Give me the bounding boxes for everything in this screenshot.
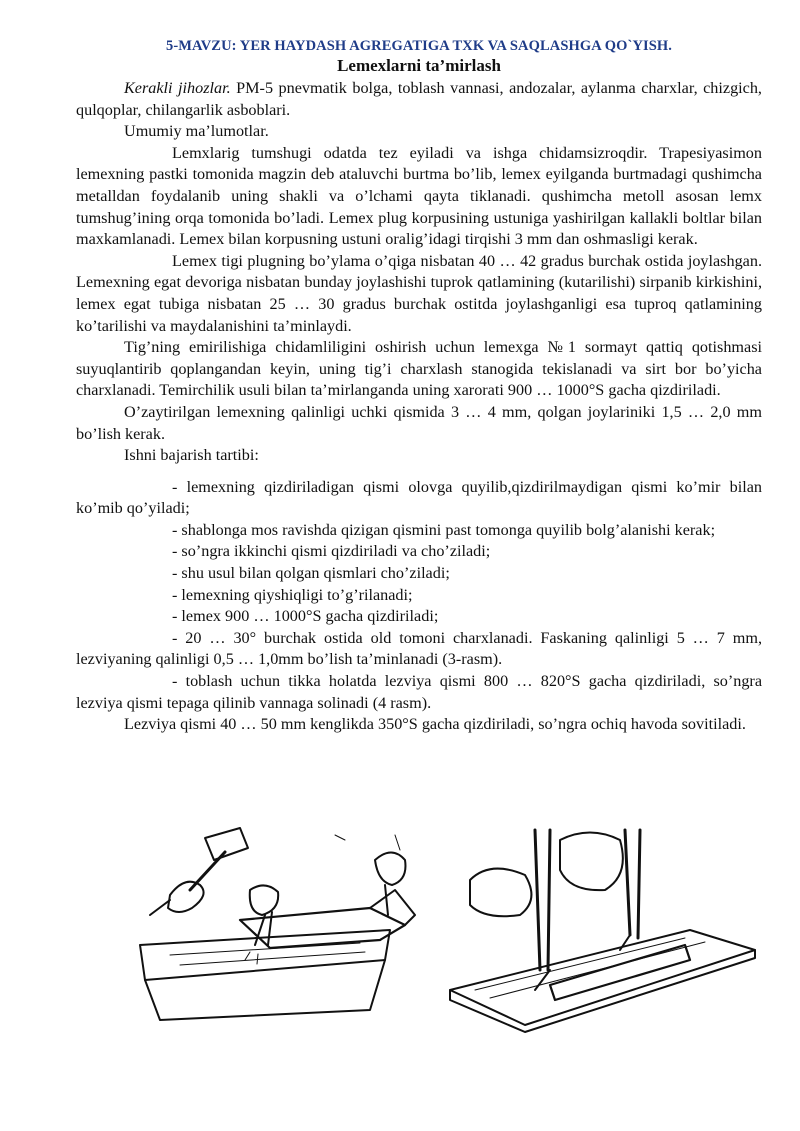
list-item: - toblash uchun tikka holatda lezviya qismi 800 … 820°S gacha qizdiriladi, so’ngra lezviya qismi tepaga qilinib vannaga solinadi (4 rasm). [76, 672, 762, 712]
illustration-svg [130, 820, 770, 1035]
paragraph-hardening: Tig’ning emirilishiga chidamliligini oshirish uchun lemexga №1 sormayt qattiq qotishmasi suyuqlantirib qoplangandan keyin, uning tig’i charxlash stanogida tekislanadi va sirt bor bo’yicha charxlanadi. Temirchilik usuli bilan ta’mirlanganda uning xarorati 900 … 1000°S gacha qizdiriladi. [76, 338, 762, 400]
paragraph-procedure-title: Ishni bajarish tartibi: [124, 446, 259, 465]
illustration-forging-and-quenching [130, 820, 770, 1035]
equipment-label: Kerakli jihozlar. [124, 79, 231, 97]
list-item: - lemex 900 … 1000°S gacha qizdiriladi; [172, 607, 439, 626]
paragraph-wear: Lemxlarig tumshugi odatda tez eyiladi va ishga chidamsizroqdir. Trapesiyasimon lemexning pastki tomonida magzin deb ataluvchi burtma bo’lib, lemex eyilganda burtmadagi qushimcha metalldan foydalanib uning shakli va o’lchami qayta tiklanadi. qushimcha metoll asosan lemx tumshug’ining orqa tomonida bo’ladi. Lemex plug korpusining ustuniga yashirilgan kallakli boltlar bilan maxkamlanadi. Lemex bilan korpusning ustuni oralig’idagi tirqishi 3 mm dan oshmasligi kerak. [76, 143, 762, 249]
paragraph-general-info: Umumiy ma’lumotlar. [124, 122, 269, 141]
topic-heading: 5-MAVZU: YER HAYDASH AGREGATIGA TXK VA SAQLASHGA QO`YISH. [165, 38, 673, 54]
list-item: - shablonga mos ravishda qizigan qismini past tomonga quyilib bolg’alanishi kerak; [172, 520, 716, 539]
section-title: Lemexlarni ta’mirlash [337, 56, 501, 75]
list-item: - lemexning qizdiriladigan qismi olovga quyilib,qizdirilmaydigan qismi ko’mir bilan ko’mib qo’yiladi; [76, 477, 762, 518]
paragraph-equipment [76, 78, 762, 121]
paragraph-closing: Lezviya qismi 40 … 50 mm kenglikda 350°S gacha qizdiriladi, so’ngra ochiq havoda sovitiladi. [124, 715, 746, 734]
quenching-illustration [450, 830, 755, 1032]
list-item: - so’ngra ikkinchi qismi qizdiriladi va cho’ziladi; [172, 542, 491, 561]
list-item: - shu usul bilan qolgan qismlari cho’ziladi; [172, 564, 450, 583]
paragraph-angle: Lemex tigi plugning bo’ylama o’qiga nisbatan 40 … 42 gradus burchak ostida joylashgan. Lemexning egat devoriga nisbatan bunday joylashishi tuprok qatlamining (kutarilishi) sirpanib kirkishini, lemex egat tubiga nisbatan 25 … 30 gradus burchak ostitda joylashganligi esa tuproq qatlamining ko’tarilishi va maydalanishini ta’minlaydi. [76, 251, 762, 335]
procedure-steps [76, 477, 762, 715]
equipment-text: PM-5 pnevmatik bolga, toblash vannasi, andozalar, aylanma charxlar, chizgich, qulqoplar, chilangarlik asboblari. [76, 79, 762, 119]
list-item: - 20 … 30° burchak ostida old tomoni charxlanadi. Faskaning qalinligi 5 … 7 mm, lezviyaning qalinligi 0,5 … 1,0mm bo’lish ta’minlanadi (3-rasm). [76, 628, 762, 669]
list-item: - lemexning qiyshiqligi to’g’rilanadi; [172, 585, 413, 604]
paragraph-thickness: O’zaytirilgan lemexning qalinligi uchki qismida 3 … 4 mm, qolgan joylariniki 1,5 … 2,0 mm bo’lish kerak. [76, 402, 762, 443]
forging-illustration [140, 828, 415, 1020]
spacer [76, 467, 762, 477]
